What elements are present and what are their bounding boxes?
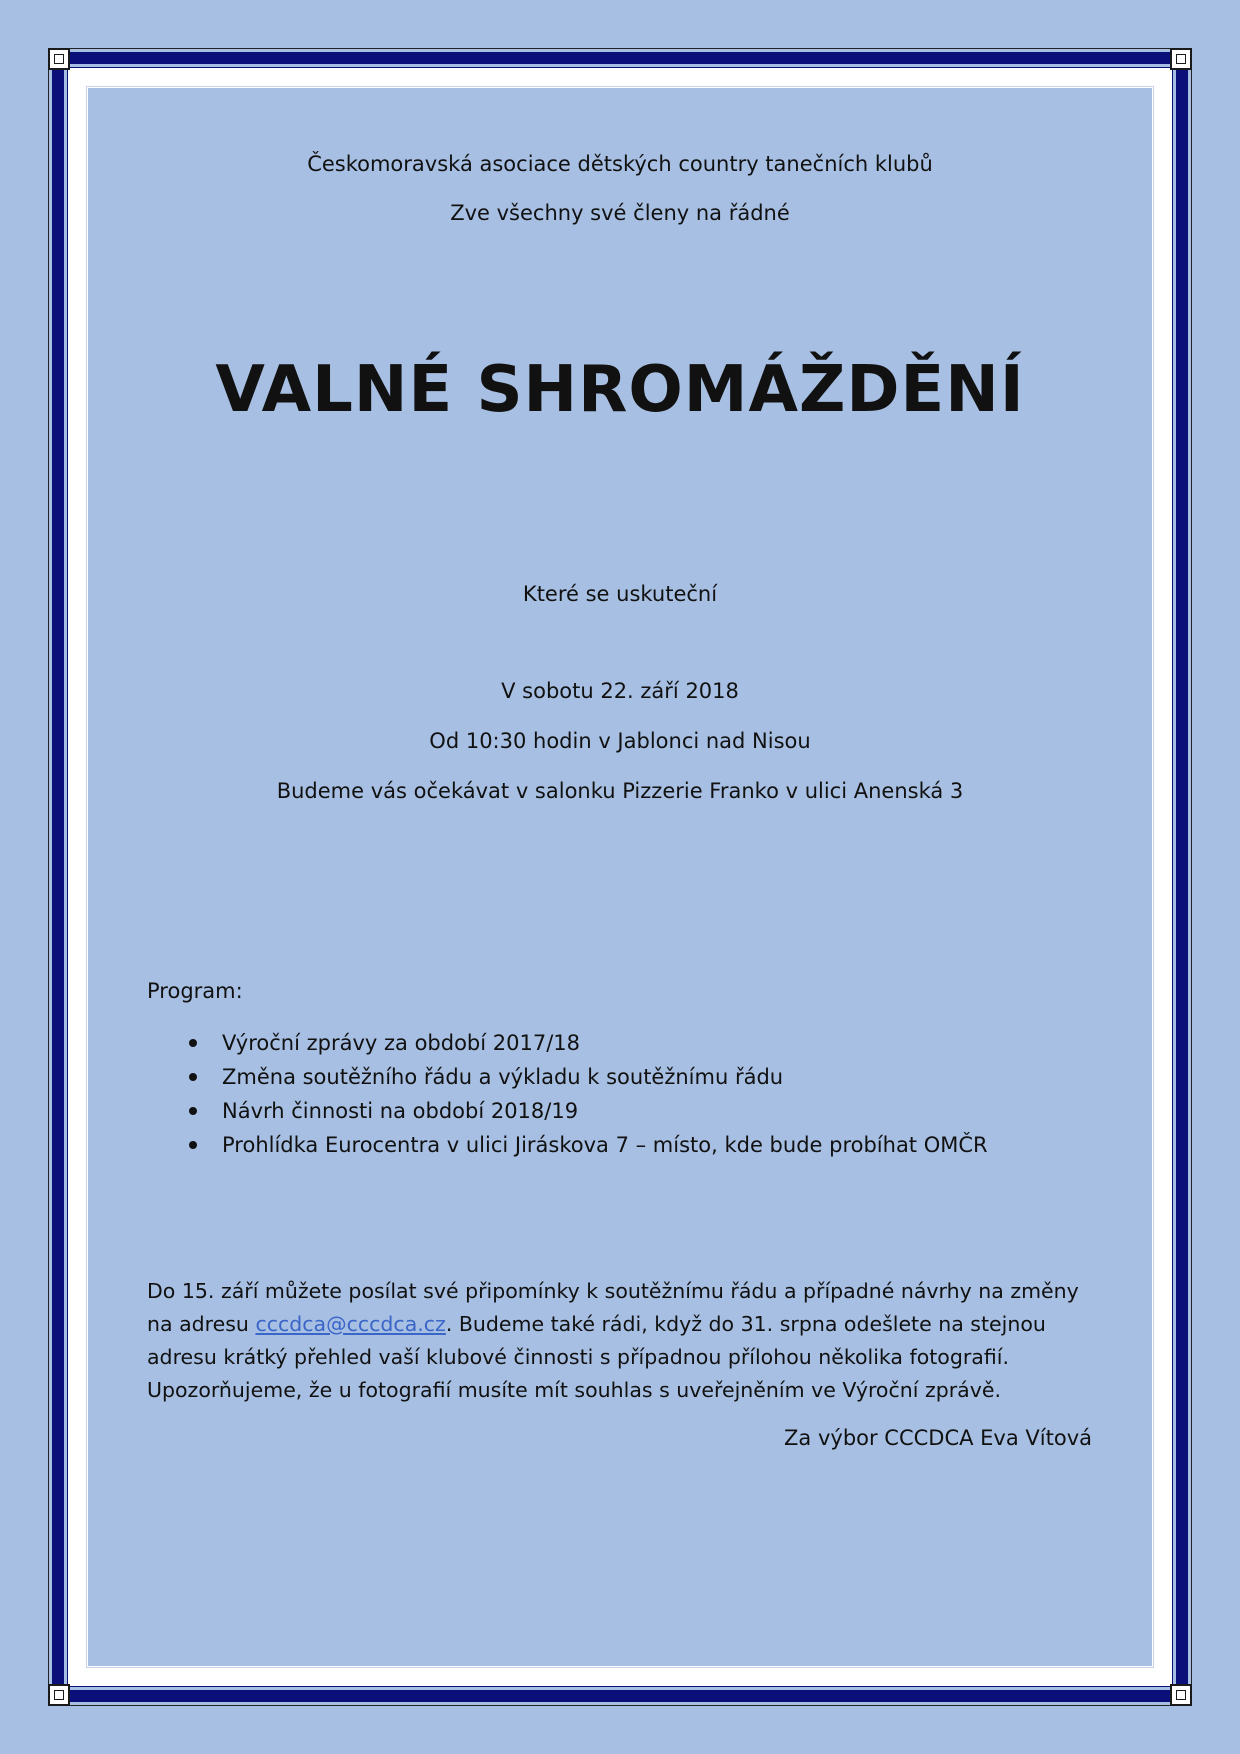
program-item [147, 1060, 1097, 1094]
notice-text-end: . Budeme také rádi, když do 31. srpna odešlete na stejnou adresu krátký přehled vaší klubové činnosti s případnou přílohou několika fotografií. Upozorňujeme, že u fotografií musíte mít souhlas s uveřejněním ve Výroční zprávě. [147, 1312, 1046, 1402]
program-item [147, 1026, 1097, 1060]
event-date: V sobotu 22. září 2018 [501, 679, 739, 703]
program-item [147, 1094, 1097, 1128]
program-item-text: Prohlídka Eurocentra v ulici Jiráskova 7 – místo, kde bude probíhat OMČR [222, 1133, 988, 1157]
program-item-text: Výroční zprávy za období 2017/18 [222, 1031, 581, 1055]
notice-paragraph [147, 1275, 1097, 1407]
notice-text-start: Do 15. září můžete posílat své připomínky k soutěžnímu řádu a případné návrhy na změny na adresu [147, 1279, 1079, 1336]
signature: Za výbor CCCDCA Eva Vítová [784, 1426, 1092, 1450]
bullet-icon [189, 1073, 197, 1081]
bullet-icon [189, 1141, 197, 1149]
document-title: VALNÉ SHROMÁŽDĚNÍ [215, 353, 1025, 427]
program-item-text: Změna soutěžního řádu a výkladu k soutěžnímu řádu [222, 1065, 784, 1089]
bullet-icon [189, 1107, 197, 1115]
program-item-text: Návrh činnosti na období 2018/19 [222, 1099, 579, 1123]
email-link[interactable]: cccdca@cccdca.cz [255, 1312, 446, 1336]
bullet-icon [189, 1039, 197, 1047]
event-place: Budeme vás očekávat v salonku Pizzerie Franko v ulici Anenská 3 [276, 779, 964, 803]
program-label: Program: [147, 979, 243, 1003]
event-time: Od 10:30 hodin v Jablonci nad Nisou [429, 729, 811, 753]
organization-name: Českomoravská asociace dětských country tanečních klubů [307, 152, 933, 176]
event-intro: Které se uskuteční [522, 582, 718, 606]
invitation-line: Zve všechny své členy na řádné [450, 201, 790, 225]
program-list [147, 1026, 1097, 1162]
program-item [147, 1128, 1097, 1162]
